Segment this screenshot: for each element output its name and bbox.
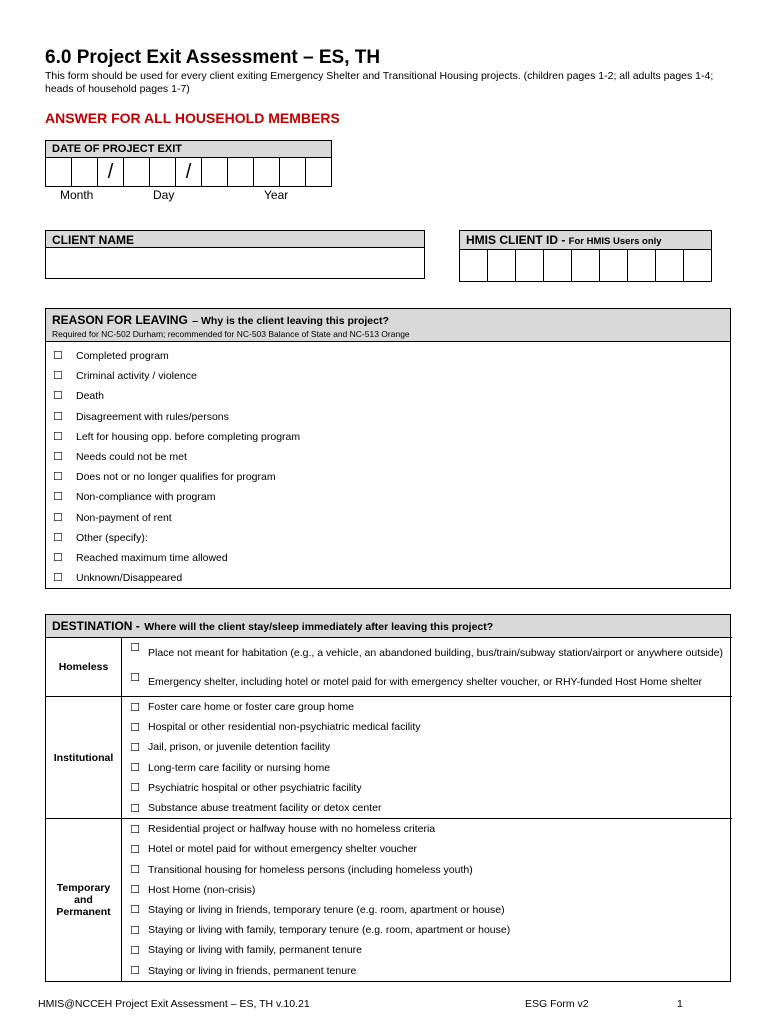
day-digit-2[interactable]: [150, 158, 176, 187]
destination-option[interactable]: Psychiatric hospital or other psychiatric facility: [148, 781, 362, 794]
reason-option[interactable]: [46, 366, 730, 386]
checkbox-icon[interactable]: ☐: [130, 843, 140, 856]
checkbox-icon[interactable]: ☐: [130, 672, 140, 684]
destination-option[interactable]: Substance abuse treatment facility or detox center: [148, 802, 382, 815]
reason-option[interactable]: [46, 548, 730, 568]
category-temporary-permanent: [46, 819, 122, 981]
destination-option[interactable]: Hospital or other residential non-psychiatric medical facility: [148, 721, 421, 734]
day-digit-1[interactable]: [124, 158, 150, 187]
hmis-id-digit[interactable]: [460, 250, 488, 282]
destination-title: DESTINATION -: [52, 619, 140, 633]
checkbox-icon[interactable]: ☐: [130, 802, 140, 815]
destination-option[interactable]: Hotel or motel paid for without emergency shelter voucher: [148, 843, 418, 856]
checkbox-icon[interactable]: ☐: [53, 511, 63, 524]
reason-option-label: Left for housing opp. before completing program: [76, 430, 301, 443]
reason-option[interactable]: [46, 427, 730, 447]
checkbox-icon[interactable]: ☐: [53, 350, 63, 362]
destination-option[interactable]: Transitional housing for homeless persons (including homeless youth): [148, 863, 473, 876]
category-institutional: Institutional: [46, 697, 122, 819]
checkbox-icon[interactable]: ☐: [130, 721, 140, 734]
destination-option[interactable]: Long-term care facility or nursing home: [148, 761, 331, 774]
reason-options: [46, 342, 730, 588]
destination-question: Where will the client stay/sleep immediately after leaving this project?: [144, 621, 494, 633]
reason-option-label: Disagreement with rules/persons: [76, 410, 229, 423]
hmis-id-table: [459, 230, 712, 282]
hmis-id-digit[interactable]: [656, 250, 684, 282]
destination-option[interactable]: Place not meant for habitation (e.g., a vehicle, an abandoned building, bus/train/subway station/airport or anywhere outside): [148, 638, 732, 669]
category-temp-line2: and: [74, 893, 93, 906]
reason-option-label: Death: [76, 390, 105, 403]
checkbox-icon[interactable]: ☐: [53, 450, 63, 463]
year-digit-5[interactable]: [306, 158, 332, 187]
destination-table: [46, 637, 732, 981]
hmis-id-header: [460, 231, 712, 250]
date-slash: /: [176, 158, 202, 187]
year-label: Year: [264, 188, 289, 202]
reason-question: – Why is the client leaving this project?: [192, 315, 389, 327]
checkbox-icon[interactable]: ☐: [130, 884, 140, 897]
checkbox-icon[interactable]: ☐: [122, 638, 149, 669]
checkbox-icon[interactable]: ☐: [53, 370, 63, 383]
checkbox-icon[interactable]: ☐: [53, 531, 63, 544]
destination-option[interactable]: Jail, prison, or juvenile detention facility: [148, 741, 331, 754]
year-digit-1[interactable]: [202, 158, 228, 187]
reason-option-label: Reached maximum time allowed: [76, 551, 228, 564]
exit-date-table: [45, 140, 332, 187]
hmis-id-digit[interactable]: [488, 250, 516, 282]
answer-all-heading: ANSWER FOR ALL HOUSEHOLD MEMBERS: [45, 110, 340, 126]
checkbox-icon[interactable]: ☐: [53, 551, 63, 564]
checkbox-icon[interactable]: ☐: [130, 741, 140, 754]
checkbox-icon[interactable]: ☐: [130, 762, 140, 775]
reason-option-label: Non-payment of rent: [76, 511, 172, 524]
footer-form-version: ESG Form v2: [525, 998, 589, 1010]
reason-option-label: Needs could not be met: [76, 450, 187, 463]
reason-option-label: Non-compliance with program: [76, 491, 216, 504]
checkbox-icon[interactable]: ☐: [130, 864, 140, 877]
date-slash: /: [98, 158, 124, 187]
checkbox-icon[interactable]: ☐: [122, 819, 149, 840]
reason-option-label: Unknown/Disappeared: [76, 572, 183, 585]
checkbox-icon[interactable]: ☐: [53, 410, 63, 423]
month-label: Month: [60, 188, 94, 202]
category-temp-line3: Permanent: [56, 905, 111, 918]
reason-requirement: Required for NC-502 Durham; recommended for NC-503 Balance of State and NC-513 Orange: [52, 329, 410, 339]
page-number: 1: [677, 998, 683, 1010]
destination-option[interactable]: Residential project or halfway house with no homeless criteria: [148, 819, 732, 840]
destination-option[interactable]: Foster care home or foster care group home: [148, 697, 732, 718]
month-digit-2[interactable]: [72, 158, 98, 187]
hmis-id-digit[interactable]: [516, 250, 544, 282]
destination-option[interactable]: Staying or living in friends, permanent tenure: [148, 964, 357, 977]
hmis-id-digit[interactable]: [684, 250, 712, 282]
destination-header: [46, 615, 730, 637]
reason-option[interactable]: [46, 407, 730, 427]
checkbox-icon[interactable]: ☐: [53, 471, 63, 484]
checkbox-icon[interactable]: ☐: [130, 965, 140, 978]
hmis-id-digit[interactable]: [600, 250, 628, 282]
reason-header: [46, 309, 730, 342]
reason-option[interactable]: [46, 346, 730, 366]
destination-option[interactable]: Emergency shelter, including hotel or motel paid for with emergency shelter voucher, or RHY-funded Host Home shelter: [148, 676, 703, 688]
destination-section: [45, 614, 731, 982]
checkbox-icon[interactable]: ☐: [130, 782, 140, 795]
reason-option-label: Does not or no longer qualifies for program: [76, 471, 276, 484]
destination-option[interactable]: Staying or living with family, temporary tenure (e.g. room, apartment or house): [148, 924, 511, 937]
destination-option[interactable]: Host Home (non-crisis): [148, 883, 256, 896]
reason-option[interactable]: [46, 447, 730, 467]
checkbox-icon[interactable]: ☐: [53, 491, 63, 504]
reason-option-label: Completed program: [76, 350, 169, 362]
checkbox-icon[interactable]: ☐: [130, 944, 140, 957]
hmis-id-label: HMIS CLIENT ID -: [466, 233, 566, 247]
reason-option-label: Other (specify):: [76, 531, 148, 544]
year-digit-4[interactable]: [280, 158, 306, 187]
client-name-field[interactable]: [45, 247, 425, 279]
reason-option[interactable]: [46, 528, 730, 548]
category-temp-line1: Temporary: [56, 881, 111, 894]
hmis-id-digit[interactable]: [628, 250, 656, 282]
reason-option[interactable]: [46, 568, 730, 588]
reason-option[interactable]: [46, 508, 730, 528]
checkbox-icon[interactable]: ☐: [130, 904, 140, 917]
destination-option[interactable]: Staying or living in friends, temporary tenure (e.g. room, apartment or house): [148, 903, 505, 916]
day-label: Day: [153, 188, 175, 202]
year-digit-2[interactable]: [228, 158, 254, 187]
reason-option-label: Criminal activity / violence: [76, 370, 197, 383]
checkbox-icon[interactable]: ☐: [53, 390, 63, 403]
month-digit-1[interactable]: [46, 158, 72, 187]
footer-form-name: HMIS@NCCEH Project Exit Assessment – ES, TH v.10.21: [38, 998, 310, 1010]
exit-date-label: DATE OF PROJECT EXIT: [46, 141, 332, 158]
hmis-id-note: For HMIS Users only: [568, 236, 662, 247]
client-name-label: CLIENT NAME: [45, 230, 425, 248]
hmis-id-digit[interactable]: [572, 250, 600, 282]
hmis-id-digit[interactable]: [544, 250, 572, 282]
reason-option[interactable]: [46, 487, 730, 507]
reason-option[interactable]: [46, 467, 730, 487]
category-homeless: Homeless: [46, 638, 122, 697]
reason-option[interactable]: [46, 386, 730, 406]
checkbox-icon[interactable]: ☐: [53, 430, 63, 443]
destination-option[interactable]: Staying or living with family, permanent tenure: [148, 944, 362, 957]
year-digit-3[interactable]: [254, 158, 280, 187]
page-title: 6.0 Project Exit Assessment – ES, TH: [45, 47, 381, 68]
checkbox-icon[interactable]: ☐: [130, 924, 140, 937]
checkbox-icon[interactable]: ☐: [53, 572, 63, 585]
checkbox-icon[interactable]: ☐: [122, 697, 149, 718]
reason-title: REASON FOR LEAVING: [52, 313, 188, 327]
reason-section: [45, 308, 731, 589]
form-instructions: This form should be used for every client exiting Emergency Shelter and Transitional Housing projects. (children pages 1-2; all adults pages 1-4; heads of household pages 1-7): [45, 70, 714, 95]
